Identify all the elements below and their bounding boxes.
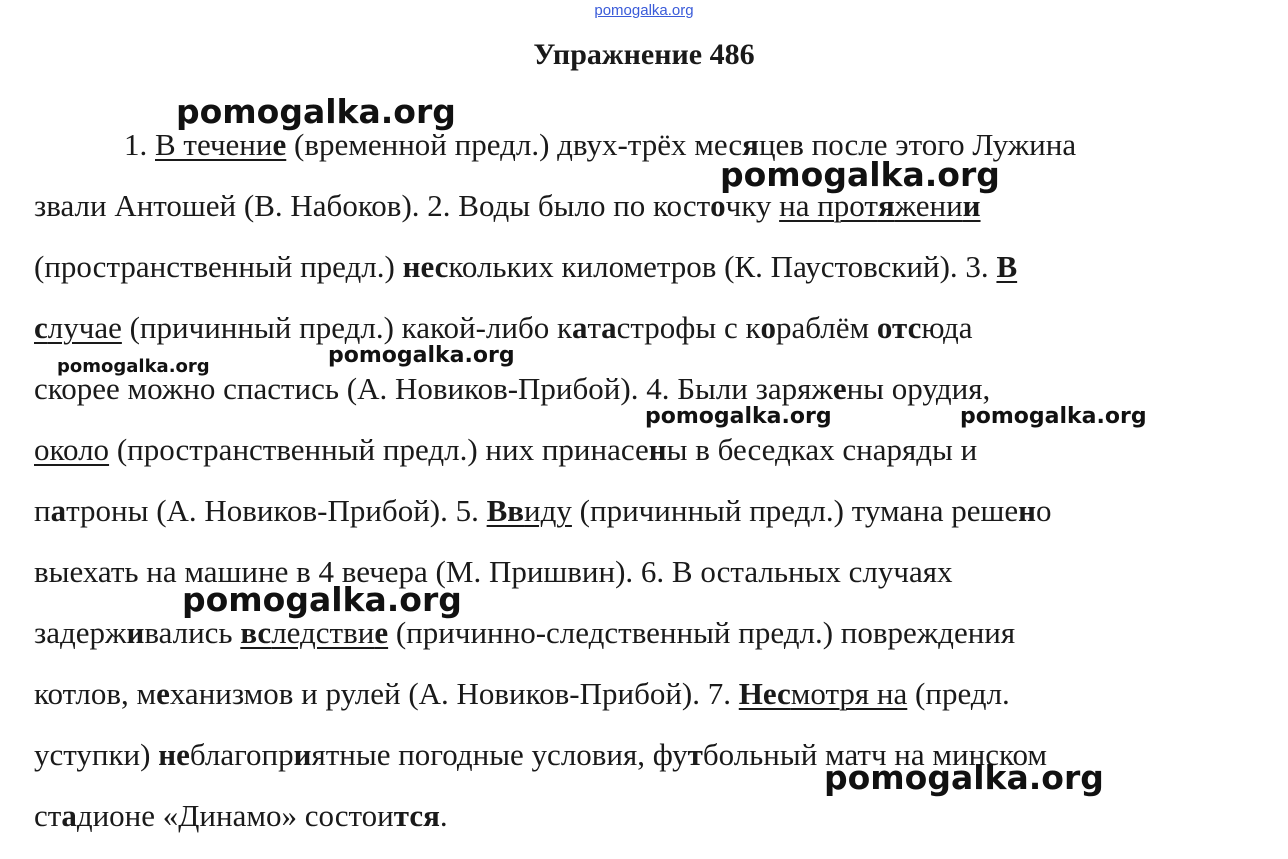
text-segment: н [1018, 493, 1036, 528]
text-segment: иду [524, 493, 572, 528]
text-line [34, 297, 1254, 358]
text-segment: я [742, 127, 759, 162]
text-segment: дионе «Динамо» состои [76, 798, 394, 833]
text-segment: ханизмов и рулей (А. Новиков-Прибой). 7. [169, 676, 739, 711]
text-segment: Нес [738, 676, 791, 711]
text-segment: 1. [124, 127, 155, 162]
text-segment: нес [402, 249, 449, 284]
text-segment: е [374, 615, 389, 650]
site-link[interactable]: pomogalka.org [594, 2, 694, 19]
text-segment: В течени [155, 127, 273, 162]
text-segment: юда [921, 310, 973, 345]
text-segment: скорее можно спастись (А. Новиков-Прибой). 4. Были заряж [34, 371, 833, 406]
text-segment: н [648, 432, 667, 467]
text-segment: мотря на [790, 676, 908, 711]
text-segment: е [832, 371, 847, 406]
text-segment: с [34, 310, 48, 345]
text-segment: (пространственный предл.) них принасе [109, 432, 649, 467]
watermark: pomogalka.org [182, 580, 462, 619]
text-segment: ледстви [271, 615, 375, 650]
text-segment: задерж [34, 615, 127, 650]
text-segment: и [293, 737, 312, 772]
text-segment: я [877, 188, 895, 223]
text-segment: кольких километров (К. Паустовский). 3. [448, 249, 997, 284]
text-segment: на прот [779, 188, 878, 223]
text-segment: и [126, 615, 145, 650]
text-line [34, 236, 1254, 297]
text-segment: а [50, 493, 67, 528]
text-segment: т [687, 737, 703, 772]
text-segment: троны (А. Новиков-Прибой). 5. [66, 493, 487, 528]
text-segment: котлов, м [34, 676, 157, 711]
text-segment: раблём [776, 310, 877, 345]
text-segment: ятные погодные условия, фу [311, 737, 688, 772]
text-segment: а [61, 798, 77, 833]
text-segment: вались [144, 615, 241, 650]
text-segment: около [34, 432, 110, 467]
exercise-text [34, 114, 1254, 846]
text-segment: жени [894, 188, 963, 223]
text-segment: благопр [189, 737, 294, 772]
watermark: pomogalka.org [645, 404, 832, 429]
text-segment: и [962, 188, 981, 223]
text-line [34, 175, 1254, 236]
text-segment: о [710, 188, 726, 223]
text-segment: ы в беседках снаряды и [666, 432, 978, 467]
text-segment: (предл. [907, 676, 1010, 711]
text-segment: о [1035, 493, 1052, 528]
text-segment: ны орудия, [846, 371, 991, 406]
text-segment: а [601, 310, 617, 345]
text-segment: Вв [486, 493, 525, 528]
text-segment: о [760, 310, 777, 345]
page-title: Упражнение 486 [533, 38, 755, 71]
text-segment: выехать на машине в 4 вечера (М. Пришвин). 6. В остальных случаях [34, 554, 953, 589]
watermark: pomogalka.org [960, 404, 1147, 429]
text-segment: а [572, 310, 588, 345]
text-segment: ст [34, 798, 62, 833]
text-segment: е [272, 127, 287, 162]
text-segment: (причинный предл.) тумана реше [571, 493, 1019, 528]
text-segment: чку [725, 188, 780, 223]
text-segment: (причинно-следственный предл.) повреждения [388, 615, 1016, 650]
text-line [34, 480, 1254, 541]
text-segment: п [34, 493, 51, 528]
watermark: pomogalka.org [720, 155, 1000, 194]
text-segment: (временной предл.) двух-трёх мес [286, 127, 743, 162]
text-segment: строфы с к [616, 310, 761, 345]
watermark: pomogalka.org [824, 758, 1104, 797]
watermark: pomogalka.org [57, 356, 210, 377]
text-segment: цев после этого Лужина [758, 127, 1077, 162]
text-segment: е [156, 676, 170, 711]
text-segment: (причинный предл.) какой-либо к [121, 310, 573, 345]
text-segment: больный матч на минском [702, 737, 1047, 772]
text-line [34, 663, 1254, 724]
text-segment: не [158, 737, 190, 772]
text-segment: . [439, 798, 448, 833]
text-segment: тся [393, 798, 440, 833]
text-segment: отс [876, 310, 922, 345]
watermark: pomogalka.org [328, 343, 515, 368]
text-segment: вс [240, 615, 272, 650]
watermark: pomogalka.org [176, 92, 456, 131]
text-segment: В [996, 249, 1018, 284]
text-segment: звали Антошей (В. Набоков). 2. Воды было по кост [34, 188, 711, 223]
text-segment: уступки) [34, 737, 159, 772]
text-segment: т [587, 310, 602, 345]
text-segment: лучае [47, 310, 122, 345]
text-segment: (пространственный предл.) [34, 249, 403, 284]
